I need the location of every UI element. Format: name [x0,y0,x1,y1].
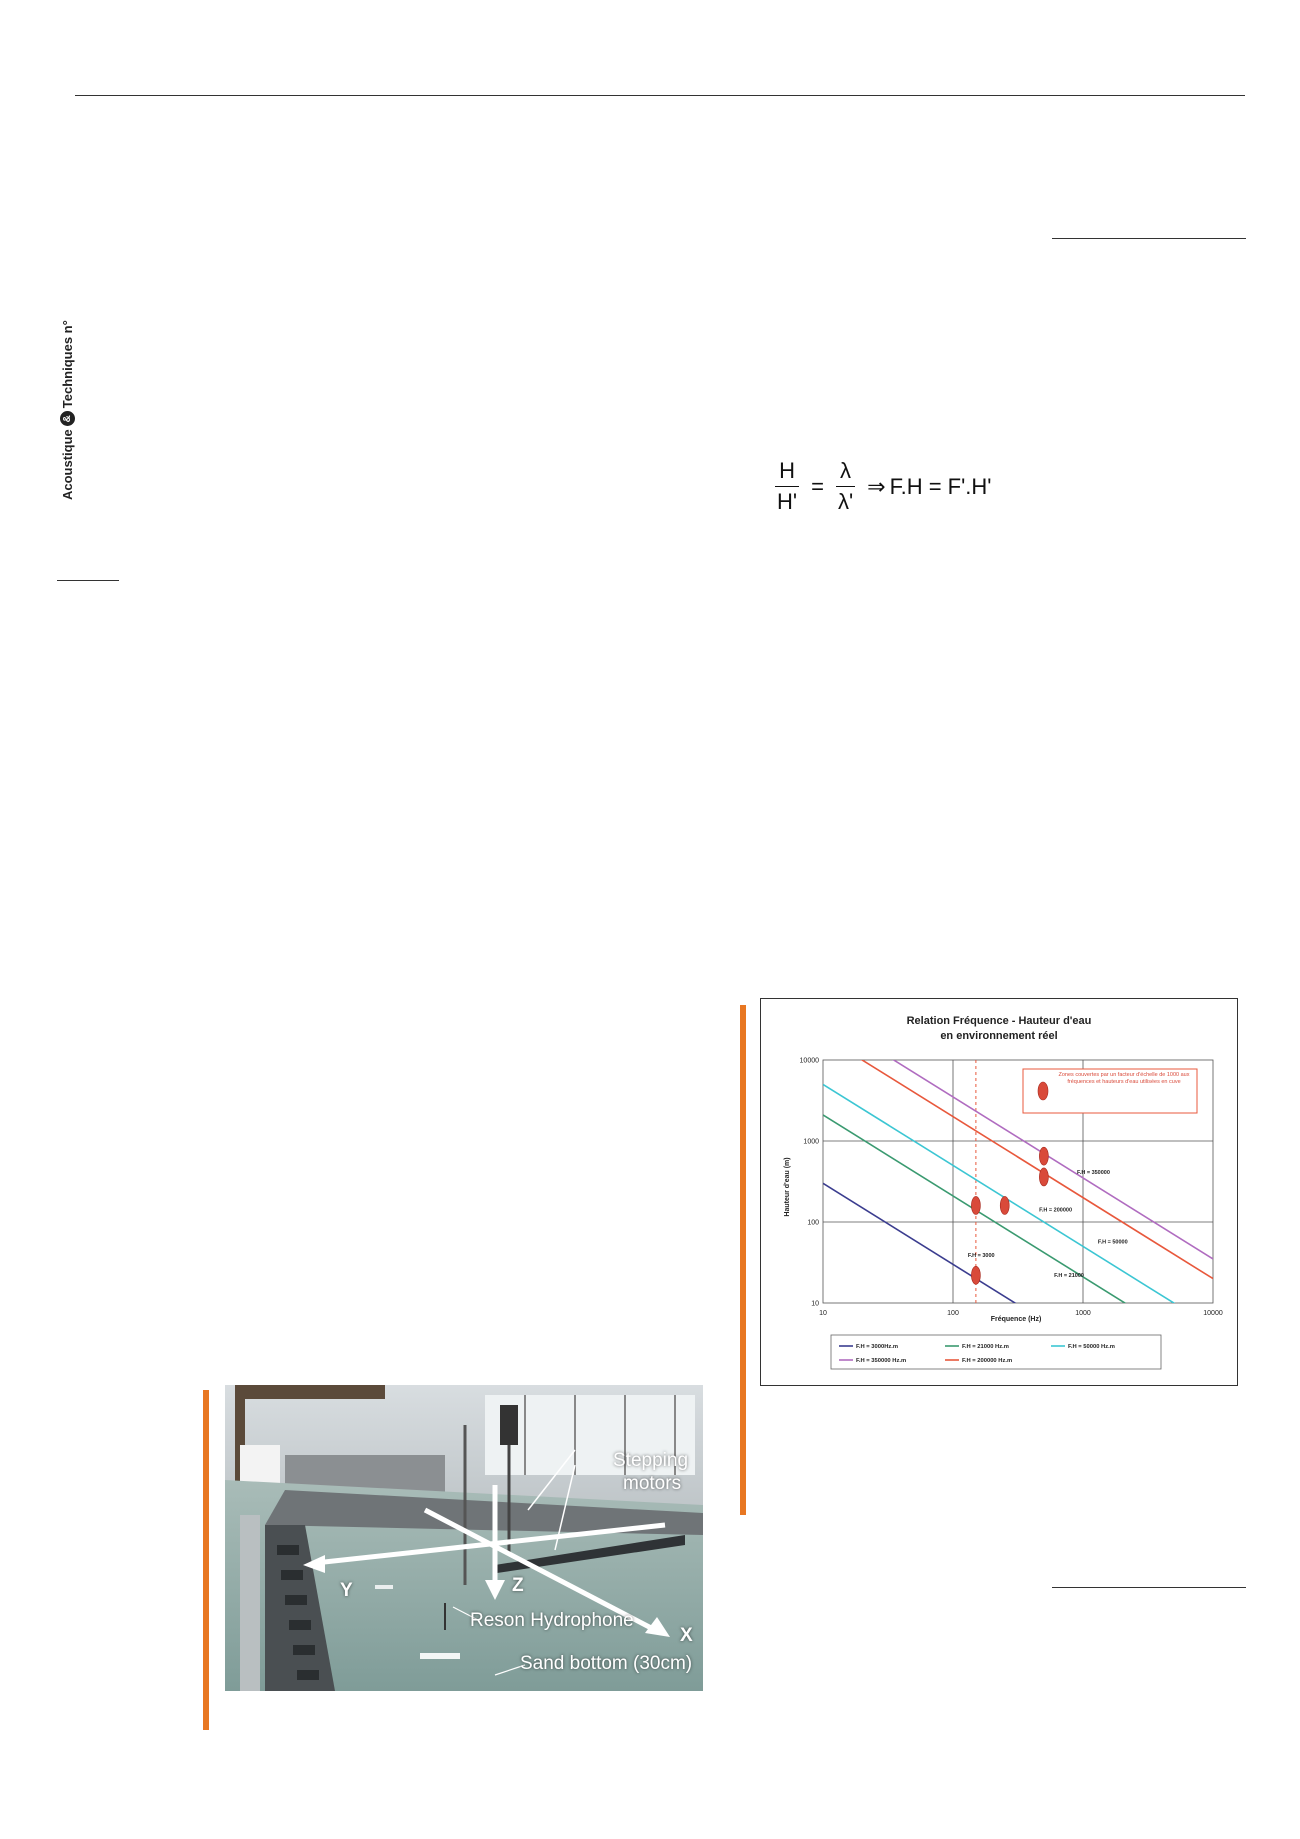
series-legend [831,1335,1161,1369]
label-hydrophone: Reson Hydrophone [470,1610,634,1631]
ampersand-icon: & [60,411,75,426]
label-axis-x: X [680,1625,693,1646]
scaling-formula [767,458,992,515]
x-tick-label: 1000 [1075,1310,1091,1317]
journal-label-part1: Acoustique [59,429,75,500]
fraction-height [773,458,801,515]
label-sand-bottom: Sand bottom (30cm) [520,1653,693,1674]
figure-accent-bar-right [740,1005,746,1515]
y-tick-label: 10 [811,1300,819,1308]
zone-marker [1039,1168,1048,1186]
journal-label [52,270,82,500]
y-tick-label: 10000 [799,1057,819,1065]
line-label: F.H = 21000 [1054,1272,1084,1279]
y-tick-label: 1000 [803,1138,819,1146]
line-label: F.H = 50000 [1097,1239,1128,1246]
formula-den2: λ' [837,489,854,514]
y-tick-label: 100 [807,1219,819,1227]
label-stepping: Stepping [613,1450,689,1471]
zone-marker [971,1196,980,1214]
label-motors: motors [623,1473,682,1494]
fraction-wavelength [834,458,857,515]
tank-photo-illustration [225,1385,703,1691]
zone-marker [1039,1147,1048,1165]
formula-rhs: F.H = F'.H' [889,473,992,499]
zone-legend-icon [1038,1082,1048,1100]
chart-subtitle: en environnement réel [940,1030,1058,1042]
journal-label-part2: Techniques n° [59,320,75,409]
line-label: F.H = 350000 [1077,1170,1110,1177]
chart-xlabel: Fréquence (Hz) [990,1316,1042,1323]
x-tick-label: 10000 [1203,1310,1223,1317]
tank-photo [225,1385,703,1691]
footnote-rule-top [1052,238,1246,239]
zone-legend [1023,1069,1197,1113]
x-tick-label: 10 [819,1310,827,1317]
formula-num1: H [775,458,799,487]
formula-equals: = [811,473,824,499]
chart-title: Relation Fréquence - Hauteur d'eau [906,1015,1092,1027]
legend-entry: F.H = 350000 Hz.m [856,1358,907,1365]
zone-marker [971,1266,980,1284]
legend-entry: F.H = 21000 Hz.m [962,1344,1009,1351]
chart-frame [760,998,1238,1386]
margin-rule [57,580,119,581]
formula-num2: λ [836,458,855,487]
frequency-depth-chart [761,999,1237,1385]
legend-entry: F.H = 200000 Hz.m [962,1358,1013,1365]
figure-accent-bar-left [203,1390,209,1730]
header-rule [75,95,1245,96]
formula-den1: H' [777,489,798,514]
chart-ylabel: Hauteur d'eau (m) [784,1157,791,1217]
line-label: F.H = 200000 [1039,1207,1073,1214]
legend-entry: F.H = 3000Hz.m [856,1344,899,1351]
footnote-rule-bottom [1052,1587,1246,1588]
line-label: F.H = 3000 [967,1252,995,1259]
label-axis-z: Z [512,1575,524,1596]
x-tick-label: 100 [947,1310,959,1317]
zone-legend-text: Zones couvertes par un facteur d'échelle de 1000 aux fréquences et hauteurs d'eau utilisées en cuve [1058,1072,1190,1085]
label-axis-y: Y [340,1580,353,1601]
formula-implies: ⇒ [867,473,886,499]
zone-marker [1000,1196,1009,1214]
legend-entry: F.H = 50000 Hz.m [1068,1344,1115,1351]
